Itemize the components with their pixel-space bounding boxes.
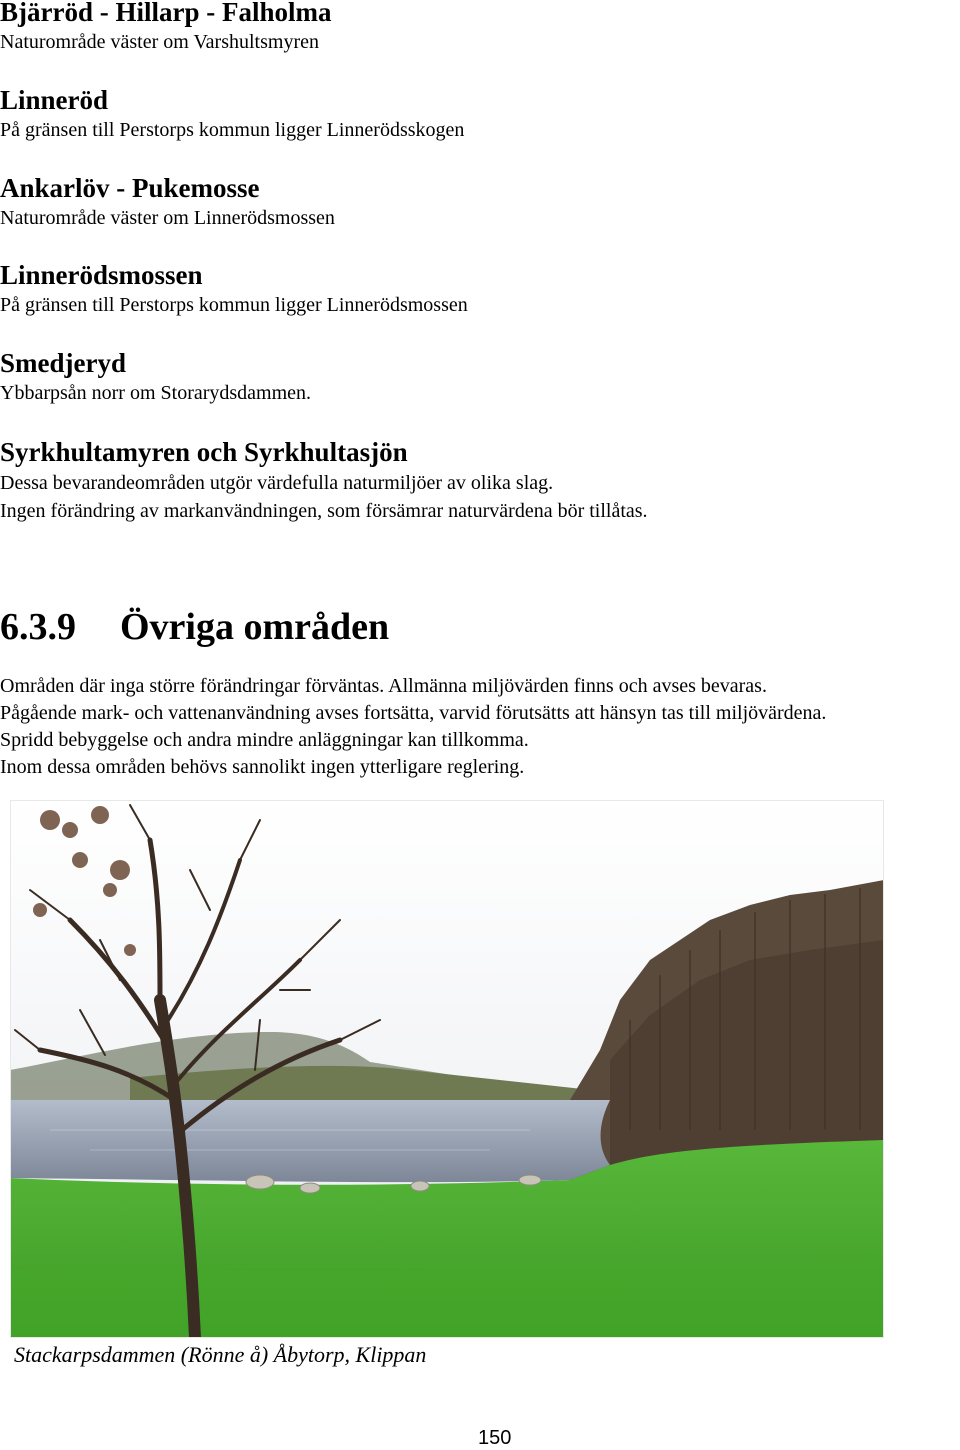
section-paragraph: Områden där inga större förändringar förväntas. Allmänna miljövärden finns och avses bevaras. — [0, 675, 767, 697]
area-text-bjarrod: Naturområde väster om Varshultsmyren — [0, 31, 319, 53]
section-paragraph: Inom dessa områden behövs sannolikt ingen ytterligare reglering. — [0, 756, 525, 778]
section-number: 6.3.9 — [0, 606, 76, 648]
area-heading-syrkhulta: Syrkhultamyren och Syrkhultasjön — [0, 437, 408, 467]
area-text-linnerodsmossen: På gränsen till Perstorps kommun ligger Linnerödsmossen — [0, 294, 468, 316]
area-note: Ingen förändring av markanvändningen, som försämrar naturvärdena bör tillåtas. — [0, 500, 648, 522]
section-title: Övriga områden — [120, 606, 390, 648]
area-text-linnerod: På gränsen till Perstorps kommun ligger Linnerödsskogen — [0, 119, 465, 141]
area-heading-ankarlov: Ankarlöv - Pukemosse — [0, 173, 260, 203]
lake — [10, 1100, 610, 1182]
area-heading-bjarrod: Bjärröd - Hillarp - Falholma — [0, 0, 332, 27]
page-number: 150 — [478, 1427, 512, 1449]
area-text-syrkhulta: Dessa bevarandeområden utgör värdefulla naturmiljöer av olika slag. — [0, 472, 554, 494]
area-heading-linnerod: Linneröd — [0, 85, 109, 115]
area-text-smedjeryd: Ybbarpsån norr om Storarydsdammen. — [0, 382, 312, 404]
section-paragraph: Pågående mark- och vattenanvändning avses fortsätta, varvid förutsätts att hänsyn tas till miljövärdena. — [0, 702, 827, 724]
area-heading-linnerodsmossen: Linnerödsmossen — [0, 260, 203, 290]
photo-caption: Stackarpsdammen (Rönne å) Åbytorp, Klippan — [14, 1342, 427, 1367]
area-text-ankarlov: Naturområde väster om Linnerödsmossen — [0, 207, 335, 229]
area-heading-smedjeryd: Smedjeryd — [0, 348, 126, 378]
landscape-photo — [10, 800, 884, 1338]
section-paragraph: Spridd bebyggelse och andra mindre anläggningar kan tillkomma. — [0, 729, 529, 751]
